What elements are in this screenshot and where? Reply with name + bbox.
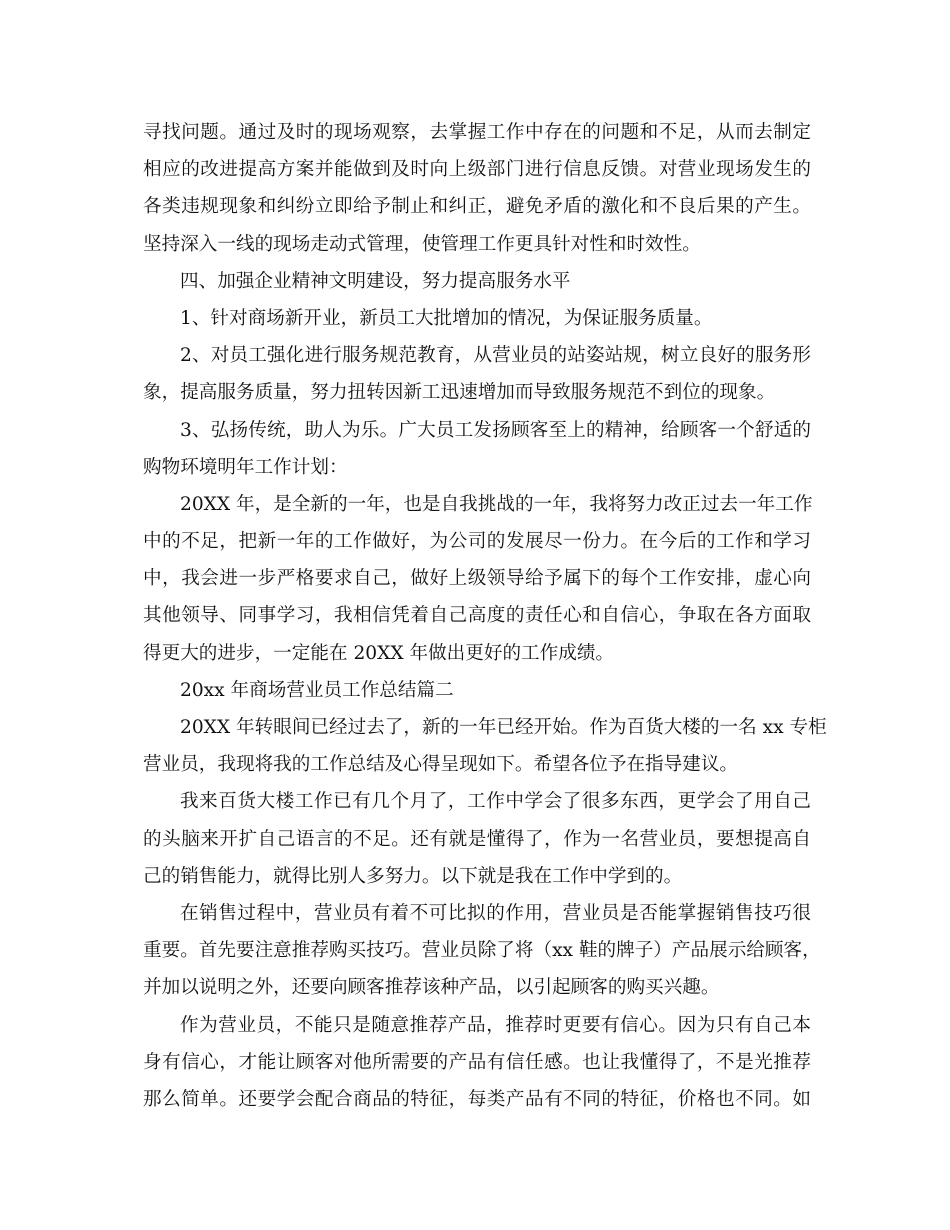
text-line: 营业员，我现将我的工作总结及心得呈现如下。希望各位予在指导建议。	[143, 754, 739, 776]
text-line: 相应的改进提高方案并能做到及时向上级部门进行信息反馈。对营业现场发生的	[143, 159, 811, 181]
section-heading: 四、加强企业精神文明建设，努力提高服务水平	[180, 270, 571, 292]
text-line: 1、针对商场新开业，新员工大批增加的情况，为保证服务质量。	[180, 307, 713, 329]
text-line: 20XX 年，是全新的一年，也是自我挑战的一年，我将努力改正过去一年工作	[180, 493, 813, 515]
text-line: 身有信心，才能让顾客对他所需要的产品有信任感。也让我懂得了，不是光推荐	[143, 1051, 811, 1073]
text-line: 在销售过程中，营业员有着不可比拟的作用，营业员是否能掌握销售技巧很	[180, 902, 811, 924]
text-line: 重要。首先要注意推荐购买技巧。营业员除了将（xx 鞋的牌子）产品展示给顾客，	[143, 940, 821, 962]
text-line: 坚持深入一线的现场走动式管理，使管理工作更具针对性和时效性。	[143, 233, 701, 255]
section-heading: 20xx 年商场营业员工作总结篇二	[180, 679, 454, 701]
text-line: 中，我会进一步严格要求自己，做好上级领导给予属下的每个工作安排，虚心向	[143, 568, 811, 590]
text-line: 并加以说明之外，还要向顾客推荐该种产品，以引起顾客的购买兴趣。	[143, 977, 720, 999]
text-line: 得更大的进步，一定能在 20XX 年做出更好的工作成绩。	[143, 642, 615, 664]
text-line: 作为营业员，不能只是随意推荐产品，推荐时更要有信心。因为只有自己本	[180, 1014, 811, 1036]
document-body	[143, 114, 827, 1118]
text-line: 象，提高服务质量，努力扭转因新工迅速增加而导致服务规范不到位的现象。	[143, 382, 776, 404]
text-line: 20XX 年转眼间已经过去了，新的一年已经开始。作为百货大楼的一名 xx 专柜	[180, 717, 827, 738]
text-line: 的头脑来开扩自己语言的不足。还有就是懂得了，作为一名营业员，要想提高自	[143, 828, 811, 850]
text-line: 2、对员工强化进行服务规范教育，从营业员的站姿站规，树立良好的服务形	[180, 345, 811, 367]
text-line: 寻找问题。通过及时的现场观察，去掌握工作中存在的问题和不足，从而去制定	[143, 122, 811, 143]
text-line: 己的销售能力，就得比别人多努力。以下就是我在工作中学到的。	[143, 865, 683, 887]
text-line: 其他领导、同事学习，我相信凭着自己高度的责任心和自信心，争取在各方面取	[143, 605, 811, 627]
text-line: 我来百货大楼工作已有几个月了，工作中学会了很多东西，更学会了用自己	[180, 791, 811, 813]
text-line: 3、弘扬传统，助人为乐。广大员工发扬顾客至上的精神，给顾客一个舒适的	[180, 419, 811, 441]
text-line: 中的不足，把新一年的工作做好，为公司的发展尽一份力。在今后的工作和学习	[143, 531, 811, 553]
text-line: 各类违规现象和纠纷立即给予制止和纠正，避免矛盾的激化和不良后果的产生。	[143, 196, 811, 218]
text-line: 购物环境明年工作计划：	[143, 456, 348, 478]
text-line: 那么简单。还要学会配合商品的特征，每类产品有不同的特征，价格也不同。如	[143, 1088, 811, 1110]
